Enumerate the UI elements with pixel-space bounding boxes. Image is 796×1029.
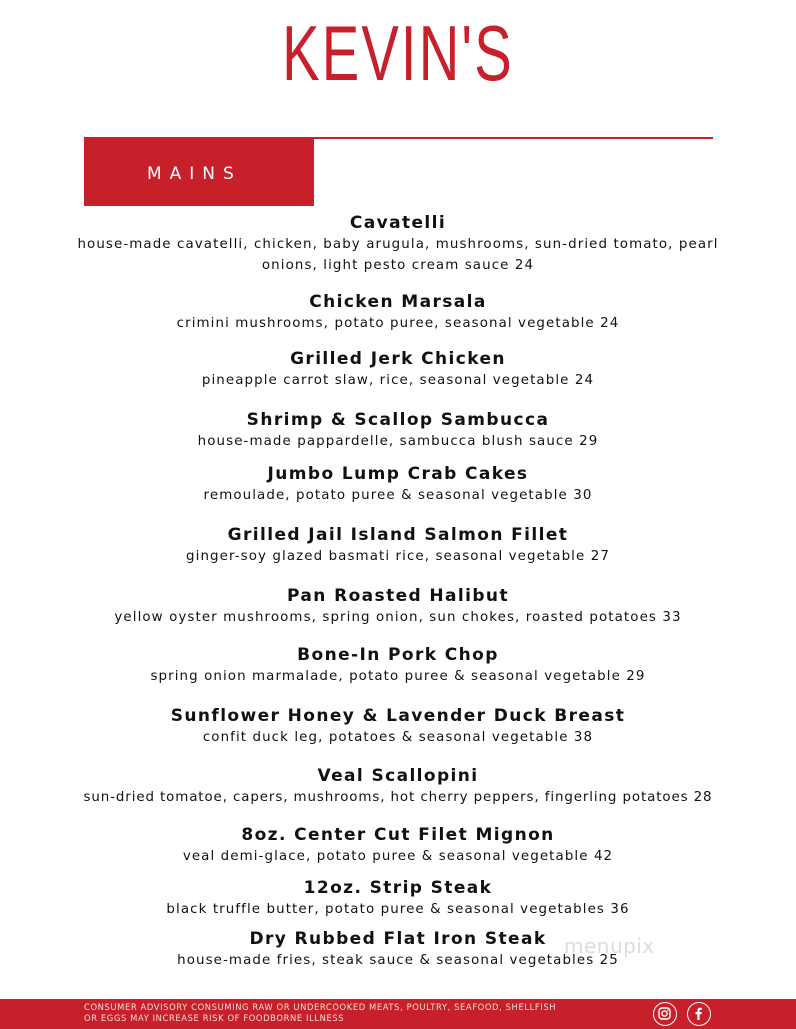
menu-item-description: yellow oyster mushrooms, spring onion, sun chokes, roasted potatoes 33 xyxy=(114,610,682,625)
menu-item-name: Chicken Marsala xyxy=(309,292,487,312)
restaurant-logo: KEVIN'S xyxy=(282,9,514,97)
menu-item-name: Grilled Jail Island Salmon Fillet xyxy=(227,525,569,545)
menu-item-description: pineapple carrot slaw, rice, seasonal vegetable 24 xyxy=(201,373,595,388)
menu-item xyxy=(0,765,796,808)
menu-item-name: Grilled Jerk Chicken xyxy=(290,349,506,369)
menu-item-description: spring onion marmalade, potato puree & seasonal vegetable 29 xyxy=(150,669,646,684)
menu-item xyxy=(0,348,796,391)
consumer-advisory: CONSUMER ADVISORY CONSUMING RAW OR UNDERCOOKED MEATS, POULTRY, SEAFOOD, SHELLFISH OR EGGS MAY INCREASE RISK OF FOODBORNE ILLNESS xyxy=(84,1002,557,1023)
menu-item xyxy=(0,409,796,452)
menu-item xyxy=(0,524,796,567)
menu-item-name: Cavatelli xyxy=(349,213,447,233)
menu-item xyxy=(0,212,796,276)
section-title: MAINS xyxy=(147,164,242,184)
menu-item-description: confit duck leg, potatoes & seasonal vegetable 38 xyxy=(202,730,594,745)
menu-item-name: 12oz. Strip Steak xyxy=(303,878,493,898)
menu-item xyxy=(0,585,796,628)
menu-item-description: remoulade, potato puree & seasonal vegetable 30 xyxy=(203,488,593,503)
menu-item-description: veal demi-glace, potato puree & seasonal vegetable 42 xyxy=(182,849,614,864)
menu-item xyxy=(0,877,796,920)
menu-item xyxy=(0,824,796,867)
menu-item xyxy=(0,644,796,687)
instagram-icon[interactable] xyxy=(653,1002,677,1026)
menu-item-name: Veal Scallopini xyxy=(317,766,479,786)
menu-item-name: Jumbo Lump Crab Cakes xyxy=(267,464,529,484)
menu-item-name: Bone-In Pork Chop xyxy=(297,645,499,665)
menu-item-name: 8oz. Center Cut Filet Mignon xyxy=(241,825,555,845)
menu-item xyxy=(0,291,796,334)
menu-item-name: Shrimp & Scallop Sambucca xyxy=(246,410,550,430)
menu-item-description: crimini mushrooms, potato puree, seasonal vegetable 24 xyxy=(176,316,620,331)
menu-item-description: house-made cavatelli, chicken, baby arugula, mushrooms, sun-dried tomato, pearl onions, light pesto cream sauce 24 xyxy=(77,237,719,273)
menu-item xyxy=(0,928,796,971)
facebook-icon[interactable] xyxy=(687,1002,711,1026)
menu-item xyxy=(0,463,796,506)
menu-item-description: black truffle butter, potato puree & seasonal vegetables 36 xyxy=(166,902,630,917)
menu-item-description: house-made pappardelle, sambucca blush sauce 29 xyxy=(197,434,599,449)
menu-item-name: Sunflower Honey & Lavender Duck Breast xyxy=(170,706,626,726)
menu-item-name: Pan Roasted Halibut xyxy=(287,586,509,606)
menu-item xyxy=(0,705,796,748)
watermark: menupix xyxy=(564,934,655,958)
menu-item-name: Dry Rubbed Flat Iron Steak xyxy=(249,929,547,949)
menu-item-description: ginger-soy glazed basmati rice, seasonal vegetable 27 xyxy=(186,549,610,564)
menu-item-description: house-made fries, steak sauce & seasonal vegetables 25 xyxy=(177,953,619,968)
footer-bar xyxy=(0,999,796,1029)
menu-item-description: sun-dried tomatoe, capers, mushrooms, hot cherry peppers, fingerling potatoes 28 xyxy=(83,790,713,805)
